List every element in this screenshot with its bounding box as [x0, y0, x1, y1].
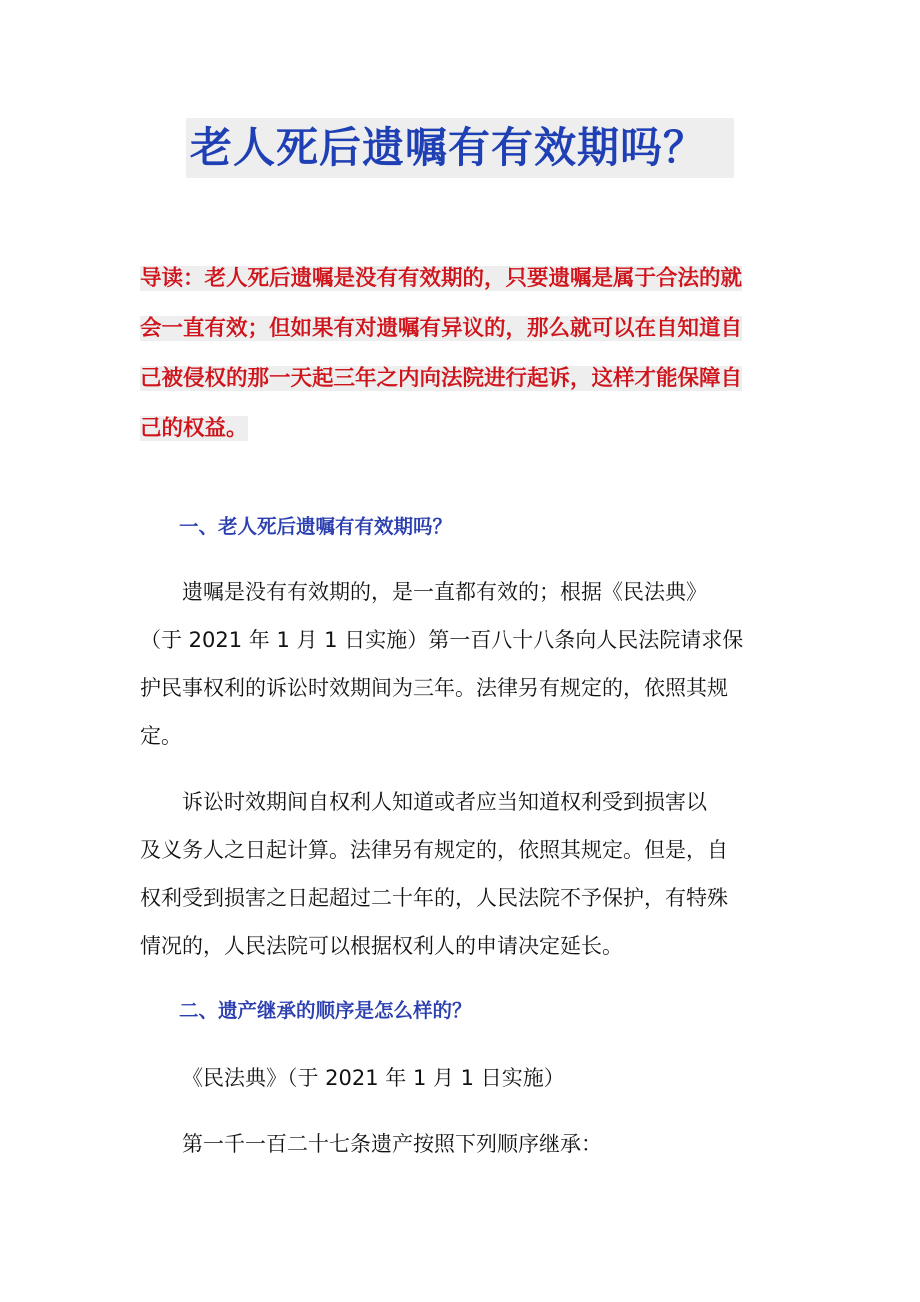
section1-paragraph-2 — [140, 778, 782, 970]
section2-paragraph-1 — [140, 1054, 782, 1102]
paragraph-line: 及义务人之日起计算。法律另有规定的，依照其规定。但是，自 — [140, 838, 728, 862]
intro-line: 己被侵权的那一天起三年之内向法院进行起诉，这样才能保障自 — [140, 366, 743, 391]
document-title: 老人死后遗嘱有有效期吗？ — [186, 118, 734, 178]
intro-summary — [140, 254, 782, 454]
intro-line: 导读：老人死后遗嘱是没有有效期的，只要遗嘱是属于合法的就 — [140, 266, 743, 291]
section1-heading: 一、老人死后遗嘱有有效期吗？ — [179, 515, 453, 538]
title-wrapper — [0, 118, 920, 178]
paragraph-line: 第一千一百二十七条遗产按照下列顺序继承： — [182, 1132, 602, 1156]
paragraph-line: 《民法典》（于 2021 年 1 月 1 日实施） — [182, 1066, 565, 1090]
paragraph-line: 诉讼时效期间自权利人知道或者应当知道权利受到损害以 — [182, 790, 707, 814]
intro-line: 会一直有效；但如果有对遗嘱有异议的，那么就可以在自知道自 — [140, 316, 743, 341]
section2-heading: 二、遗产继承的顺序是怎么样的？ — [179, 999, 472, 1022]
section1-paragraph-1 — [140, 568, 782, 760]
intro-line: 己的权益。 — [140, 416, 248, 441]
paragraph-line: 情况的，人民法院可以根据权利人的申请决定延长。 — [140, 934, 623, 958]
paragraph-line: 权利受到损害之日起超过二十年的，人民法院不予保护，有特殊 — [140, 886, 728, 910]
paragraph-line: （于 2021 年 1 月 1 日实施）第一百八十八条向人民法院请求保 — [140, 628, 744, 652]
paragraph-line: 护民事权利的诉讼时效期间为三年。法律另有规定的，依照其规 — [140, 676, 728, 700]
section2-paragraph-2 — [140, 1120, 782, 1168]
paragraph-line: 遗嘱是没有有效期的，是一直都有效的；根据《民法典》 — [182, 580, 707, 604]
paragraph-line: 定。 — [140, 724, 182, 748]
